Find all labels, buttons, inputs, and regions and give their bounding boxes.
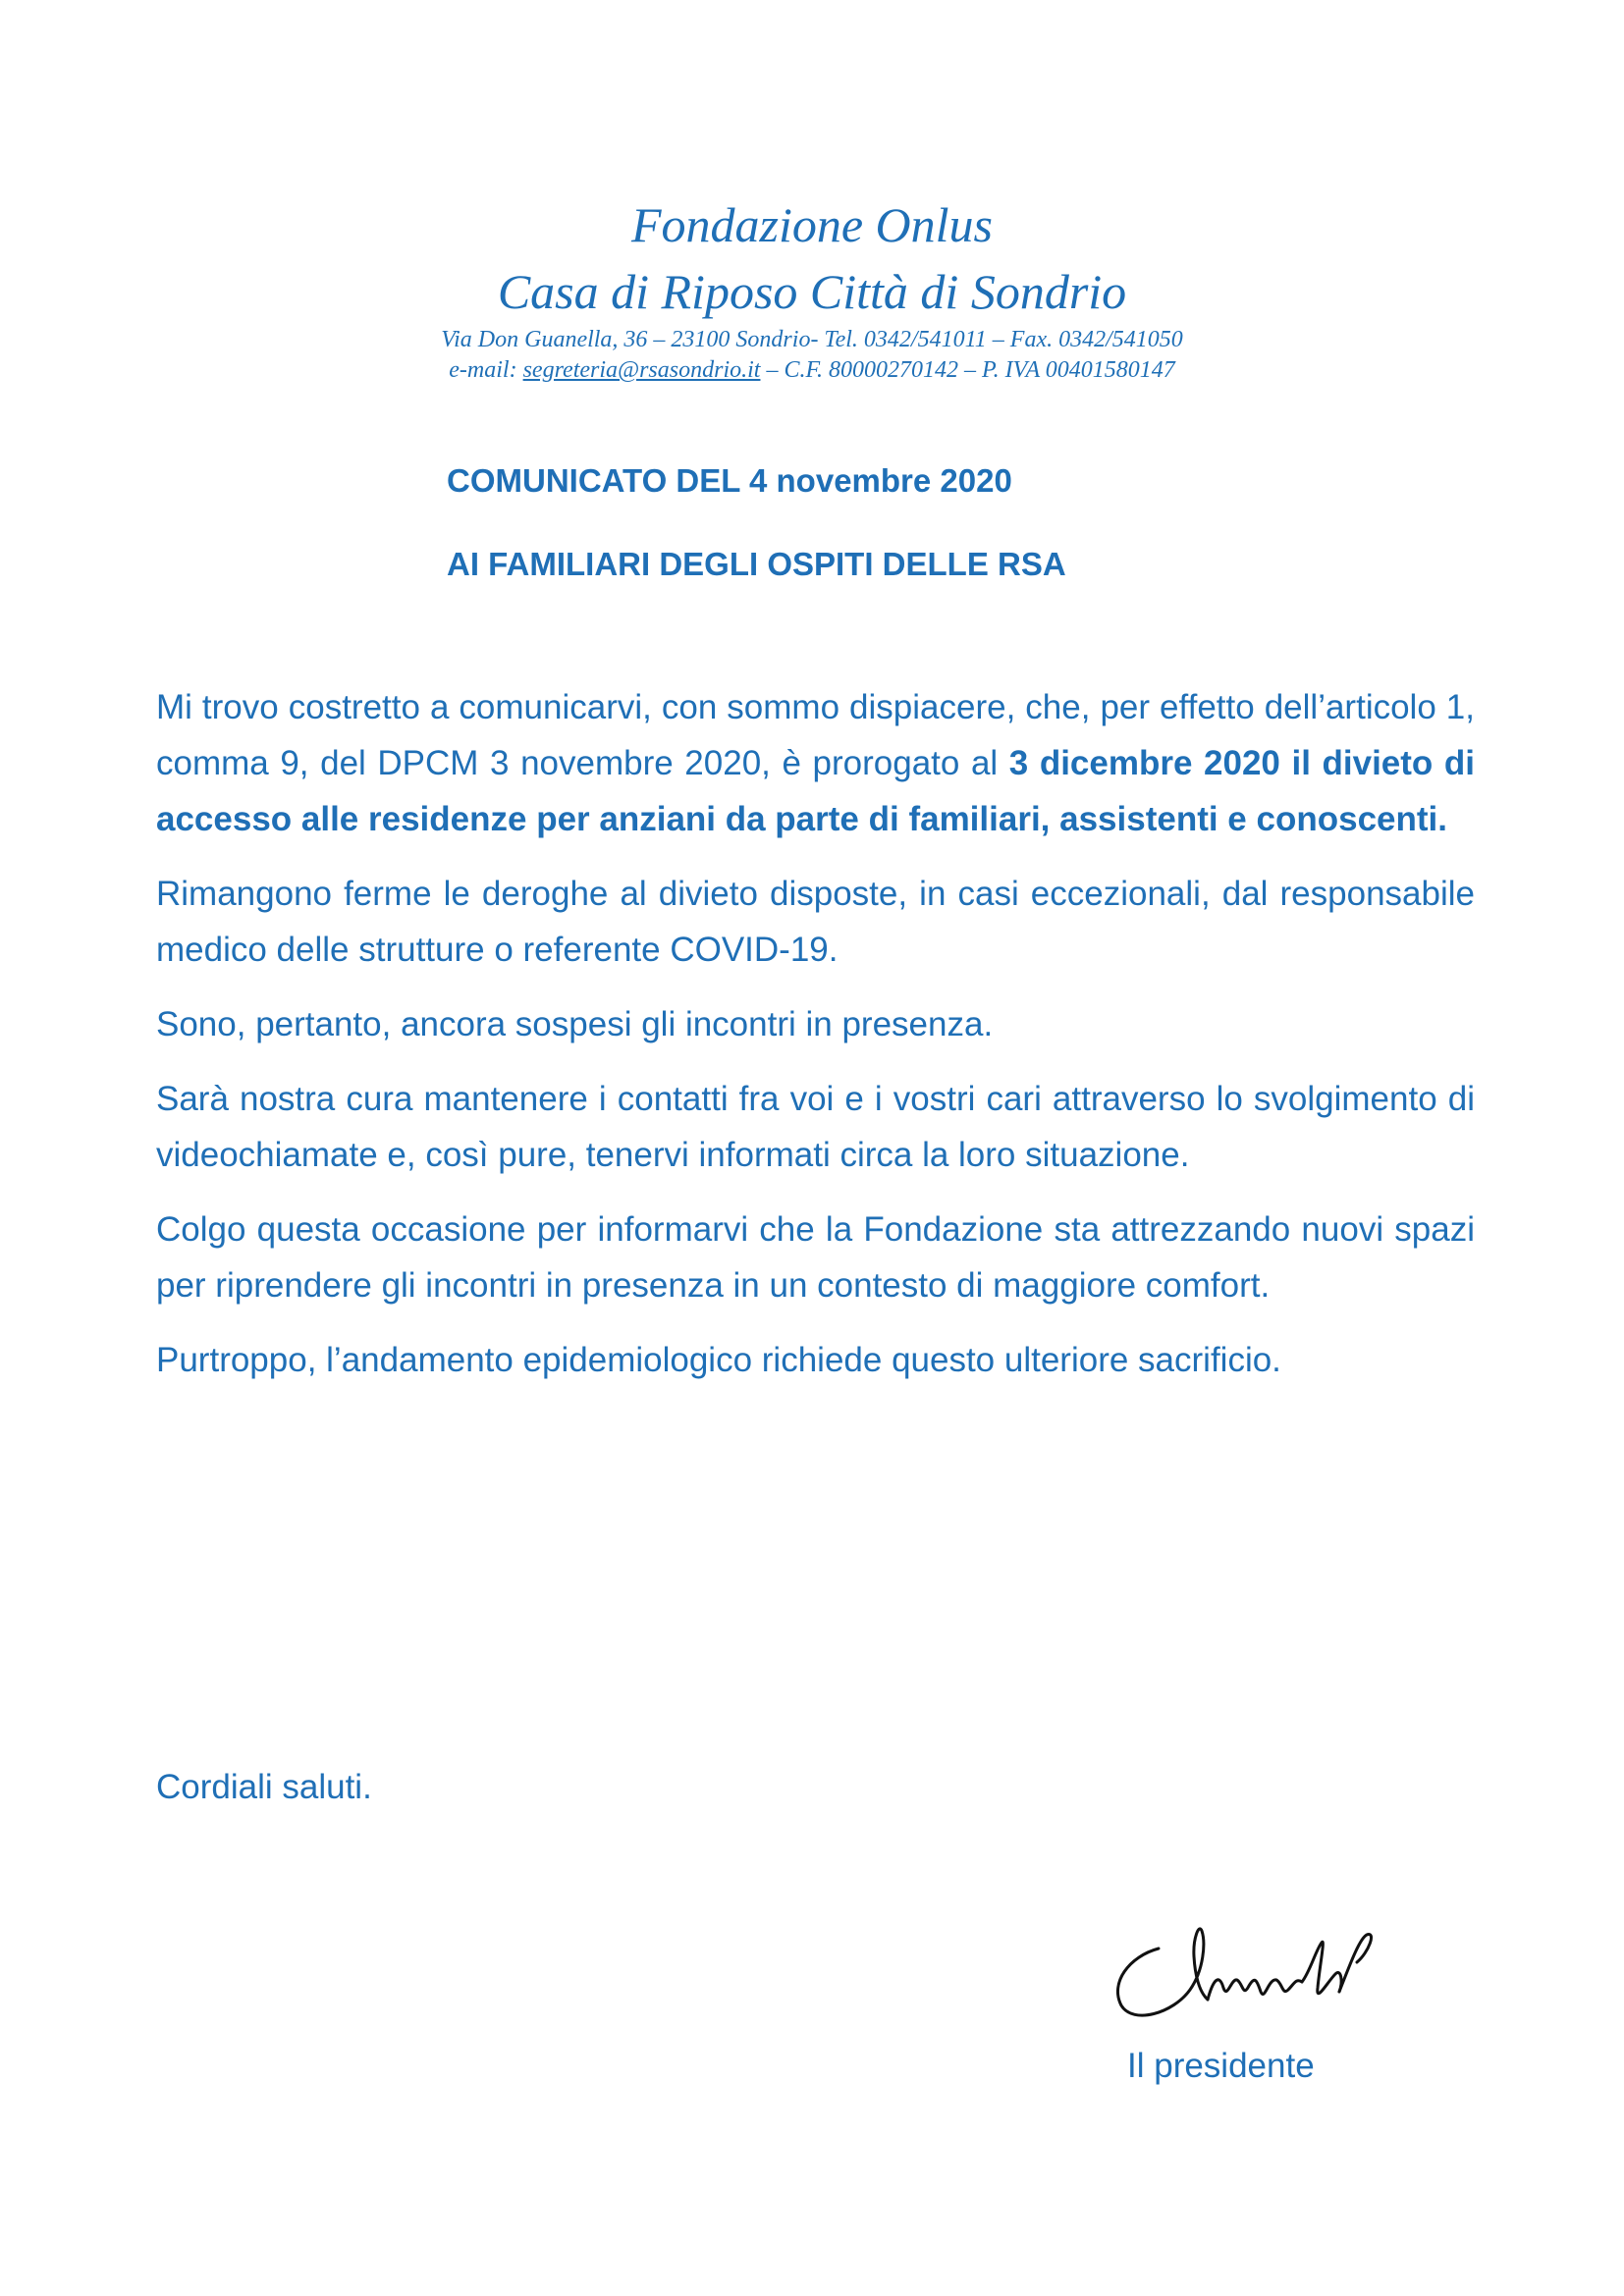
letter-body [156,679,1475,1407]
paragraph-2: Rimangono ferme le deroghe al divieto disposte, in casi eccezionali, dal responsabile medico delle strutture o referente COVID-19. [156,875,1475,969]
email-link[interactable]: segreteria@rsasondrio.it [522,357,761,383]
paragraph-1 [156,679,1475,847]
paragraph-3: Sono, pertanto, ancora sospesi gli incontri in presenza. [156,1005,994,1043]
notice-title: COMUNICATO DEL 4 novembre 2020 [447,462,1012,499]
paragraph-5: Colgo questa occasione per informarvi che la Fondazione sta attrezzando nuovi spazi per riprendere gli incontri in presenza in un contesto di maggiore comfort. [156,1210,1475,1305]
tax-ids: – C.F. 80000270142 – P. IVA 00401580147 [760,357,1175,383]
notice-recipients: AI FAMILIARI DEGLI OSPITI DELLE RSA [447,546,1066,582]
org-name-line1: Fondazione Onlus [630,197,994,252]
paragraph-6: Purtroppo, l’andamento epidemiologico richiede questo ulteriore sacrificio. [156,1341,1281,1379]
signature-image [1100,1909,1384,2032]
paragraph-4: Sarà nostra cura mantenere i contatti fra voi e i vostri cari attraverso lo svolgimento di videochiamate e, così pure, tenervi informati circa la loro situazione. [156,1080,1475,1174]
org-address: Via Don Guanella, 36 – 23100 Sondrio- Tel. 0342/541011 – Fax. 0342/541050 [441,327,1183,352]
paragraph-1-bold: 3 dicembre 2020 il divieto di accesso alle residenze per anziani da parte di familiari, assistenti e conoscenti. [156,744,1476,838]
email-prefix: e-mail: [449,357,523,383]
paragraph-1-text: Mi trovo costretto a comunicarvi, con sommo dispiacere, che, per effetto dell’articolo 1, comma 9, del DPCM 3 novembre 2020, è prorogato al [156,688,1475,782]
signatory-role: Il presidente [1127,2047,1315,2085]
org-contact-line [0,355,1624,386]
org-name-line2: Casa di Riposo Città di Sondrio [497,264,1127,319]
letterhead [0,191,1624,386]
closing-greeting: Cordiali saluti. [156,1768,372,1806]
